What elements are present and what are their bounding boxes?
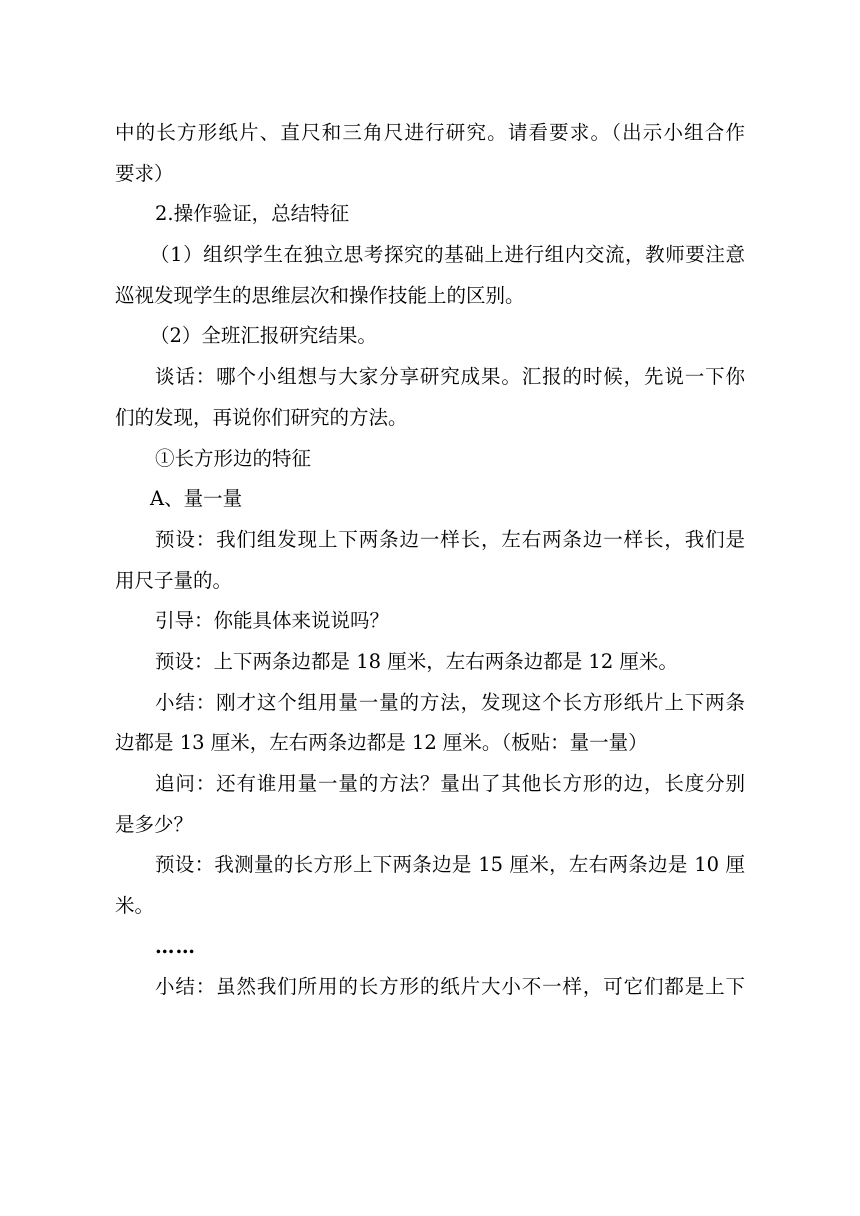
text-line: 边都是 13 厘米，左右两条边都是 12 厘米。（板贴：量一量）	[115, 731, 648, 755]
text-line: 小结：虽然我们所用的长方形的纸片大小不一样，可它们都是上下	[155, 975, 745, 999]
text-line: A、量一量	[150, 487, 243, 511]
text-line: 巡视发现学生的思维层次和操作技能上的区别。	[115, 283, 525, 307]
text-line: ①长方形边的特征	[155, 446, 312, 470]
text-line: （2）全班汇报研究结果。	[150, 324, 377, 348]
text-line: 预设：我们组发现上下两条边一样长，左右两条边一样长，我们是	[155, 527, 745, 551]
text-line: 追问：还有谁用量一量的方法？量出了其他长方形的边，长度分别	[155, 772, 745, 795]
text-line: 中的长方形纸片、直尺和三角尺进行研究。请看要求。（出示小组合作	[115, 121, 745, 144]
text-line: 米。	[115, 894, 155, 918]
text-line: 是多少？	[115, 812, 194, 836]
text-line: 预设：我测量的长方形上下两条边是 15 厘米，左右两条边是 10 厘	[155, 853, 745, 877]
text-line: 2.操作验证，总结特征	[155, 202, 350, 226]
text-line: 小结：刚才这个组用量一量的方法，发现这个长方形纸片上下两条	[155, 690, 745, 714]
document-body	[115, 113, 745, 1008]
text-line: 要求）	[115, 161, 174, 185]
text-line: 们的发现，再说你们研究的方法。	[115, 405, 408, 429]
text-line: ……	[155, 934, 196, 958]
text-line: 谈话：哪个小组想与大家分享研究成果。汇报的时候，先说一下你	[155, 365, 745, 389]
text-line: 预设：上下两条边都是 18 厘米，左右两条边都是 12 厘米。	[155, 649, 678, 673]
text-line: 引导：你能具体来说说吗？	[155, 609, 390, 633]
text-line: 用尺子量的。	[115, 568, 233, 592]
text-line: （1）组织学生在独立思考探究的基础上进行组内交流，教师要注意	[150, 243, 745, 267]
